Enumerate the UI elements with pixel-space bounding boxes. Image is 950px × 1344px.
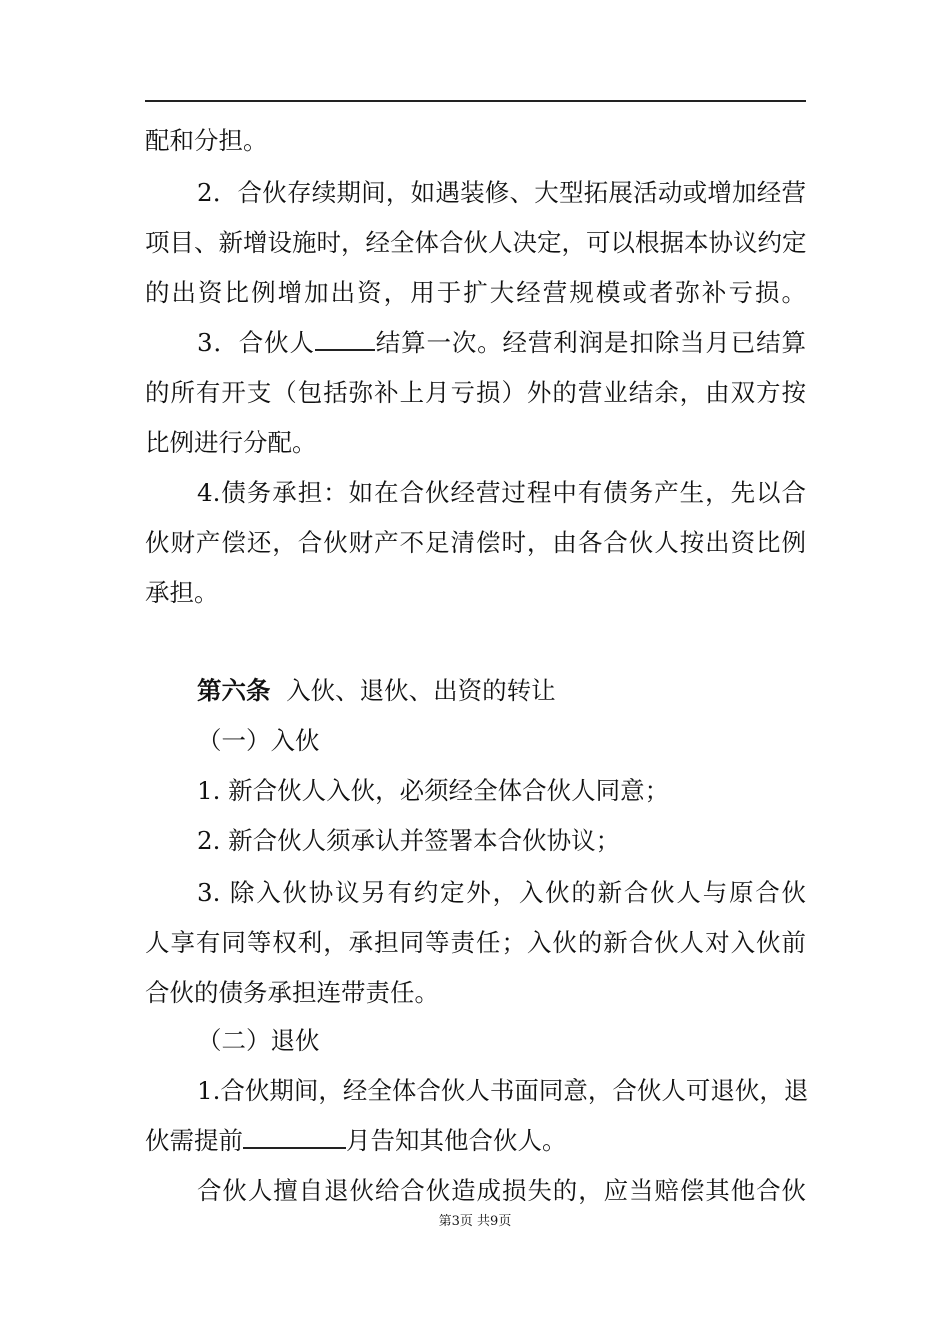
header-rule	[145, 100, 806, 102]
paragraph-line: 1.合伙期间，经全体合伙人书面同意，合伙人可退伙，退	[197, 1076, 809, 1105]
paragraph-line: 项目、新增设施时，经全体合伙人决定，可以根据本协议约定	[145, 228, 807, 257]
paragraph-line: 的所有开支（包括弥补上月亏损）外的营业结余，由双方按	[145, 378, 806, 407]
paragraph-line: 的出资比例增加出资，用于扩大经营规模或者弥补亏损。	[145, 278, 806, 307]
line-text: 结算一次。经营利润是扣除当月已结算	[374, 328, 806, 357]
paragraph-line	[197, 326, 806, 360]
subsection-title: （一）入伙	[197, 726, 320, 755]
line-text: 伙需提前	[145, 1126, 243, 1155]
paragraph-line: 合伙的债务承担连带责任。	[145, 978, 439, 1007]
paragraph-line	[145, 1124, 806, 1158]
paragraph-line: 承担。	[145, 578, 219, 607]
paragraph-line: 2. 新合伙人须承认并签署本合伙协议；	[197, 826, 621, 855]
paragraph-line: 2．合伙存续期间，如遇装修、大型拓展活动或增加经营	[197, 178, 806, 207]
page-number: 第3页 共9页	[438, 1214, 512, 1229]
paragraph-line: 合伙人擅自退伙给合伙造成损失的，应当赔偿其他合伙	[197, 1176, 806, 1205]
fill-blank[interactable]	[315, 327, 375, 351]
fill-blank[interactable]	[243, 1125, 346, 1149]
section-number: 第六条	[197, 676, 271, 705]
paragraph-line: 配和分担。	[145, 126, 268, 155]
paragraph-line: 比例进行分配。	[145, 428, 317, 457]
paragraph-line: 伙财产偿还，合伙财产不足清偿时，由各合伙人按出资比例	[145, 528, 806, 557]
subsection-title: （二）退伙	[197, 1026, 320, 1055]
paragraph-line: 3. 除入伙协议另有约定外，入伙的新合伙人与原合伙	[197, 878, 806, 907]
paragraph-line: 1. 新合伙人入伙，必须经全体合伙人同意；	[197, 776, 670, 805]
section-title	[197, 674, 806, 708]
line-text: 月告知其他合伙人。	[346, 1126, 567, 1155]
line-text: 3．合伙人	[197, 328, 315, 357]
section-heading: 入伙、退伙、出资的转让	[286, 676, 556, 705]
paragraph-line: 4.债务承担：如在合伙经营过程中有债务产生，先以合	[197, 478, 806, 507]
paragraph-line: 人享有同等权利，承担同等责任；入伙的新合伙人对入伙前	[145, 928, 806, 957]
